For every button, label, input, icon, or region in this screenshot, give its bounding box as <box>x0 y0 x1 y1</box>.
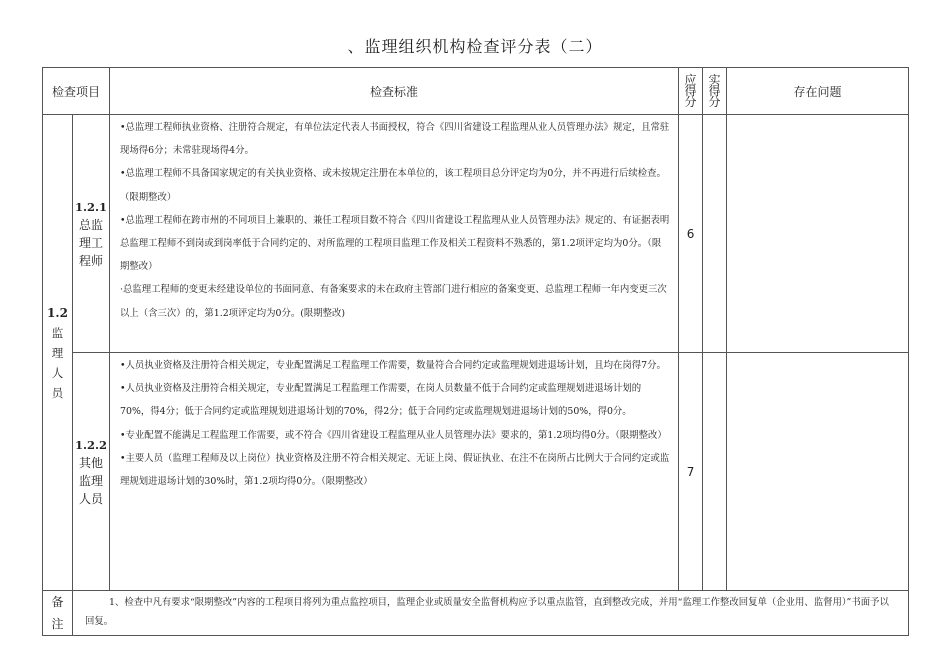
criteria-text: •总监理工程师执业资格、注册符合规定，有单位法定代表人书面授权，符合《四川省建设工程监理从业人员管理办法》规定，且常驻现场得6分；未常驻现场得4分。 <box>120 122 670 157</box>
section-name: 监理人员 <box>51 325 64 400</box>
criteria-cell <box>110 115 679 353</box>
header-issues: 存在问题 <box>727 68 909 115</box>
remarks-row <box>43 591 909 636</box>
remarks-label-text: 备注 <box>51 595 64 631</box>
inspection-table <box>42 67 909 636</box>
remarks-label <box>43 591 73 636</box>
criteria-text: •人员执业资格及注册符合相关规定，专业配置满足工程监理工作需要，数量符合合同约定或监理规划进退场计划，且均在岗得7分。 <box>120 360 666 371</box>
remarks-text: 1、检查中凡有要求“限期整改”内容的工程项目将列为重点监控项目，监理企业或质量安全监督机构应予以重点监管，直到整改完成，并用“监理工作整改回复单（企业用、监督用）”书面予以回复。 <box>73 591 909 636</box>
subitem-cell <box>73 115 110 353</box>
criteria-text: •人员执业资格及注册符合相关规定，专业配置满足工程监理工作需要，在岗人员数量不低于合同约定或监理规划进退场计划的70%，得4分；低于合同约定或监理规划进退场计划的70%，得2分；低于合同约定或监理规划进退场计划的50%，得0分。 <box>120 383 642 418</box>
header-due-score: 应得分 <box>679 68 703 115</box>
criteria-text: •主要人员（监理工程师及以上岗位）执业资格及注册不符合相关规定、无证上岗、假证执业、在注不在岗所占比例大于合同约定或监理规划进退场计划的30%时，第1.2项均得0分。（限期整改） <box>120 452 670 488</box>
criteria-text: •专业配置不能满足工程监理工作需要，或不符合《四川省建设工程监理从业人员管理办法》要求的，第1.2项均得0分。（限期整改） <box>120 429 667 441</box>
subitem-number: 1.2.1 <box>75 199 108 214</box>
header-row <box>43 68 909 115</box>
header-item: 检查项目 <box>43 68 110 115</box>
subitem-name: 其他监理人员 <box>78 455 103 506</box>
subitem-number: 1.2.2 <box>75 437 108 452</box>
issues-cell[interactable] <box>727 353 909 591</box>
due-score-cell: 7 <box>679 353 703 591</box>
actual-score-cell[interactable] <box>703 115 727 353</box>
due-score-cell: 6 <box>679 115 703 353</box>
criteria-text: ·总监理工程师的变更未经建设单位的书面同意、有备案要求的未在政府主管部门进行相应的备案变更、总监理工程师一年内变更三次以上（含三次）的，第1.2项评定均为0分。(限期整改) <box>120 284 667 319</box>
criteria-cell <box>110 353 679 591</box>
page-title: 、监理组织机构检查评分表（二） <box>347 37 603 56</box>
subitem-cell <box>73 353 110 591</box>
subitem-name: 总监理工程师 <box>78 217 103 268</box>
section-cell <box>43 115 73 591</box>
table-row <box>43 353 909 591</box>
header-standard: 检查标准 <box>110 68 679 115</box>
table-row <box>43 115 909 353</box>
header-actual-score: 实得分 <box>703 68 727 115</box>
section-number: 1.2 <box>47 305 68 320</box>
issues-cell[interactable] <box>727 115 909 353</box>
actual-score-cell[interactable] <box>703 353 727 591</box>
criteria-text: •总监理工程师不具备国家规定的有关执业资格、或未按规定注册在本单位的，该工程项目总分评定均为0分，并不再进行后续检查。（限期整改） <box>120 168 666 203</box>
criteria-text: •总监理工程师在跨市州的不同项目上兼职的、兼任工程项目数不符合《四川省建设工程监理从业人员管理办法》规定的、有证据表明总监理工程师不到岗或到岗率低于合同约定的、对所监理的工程项目监理工作及相关工程资料不熟悉的，第1.2项评定均为0分。（限期整改） <box>120 214 670 273</box>
